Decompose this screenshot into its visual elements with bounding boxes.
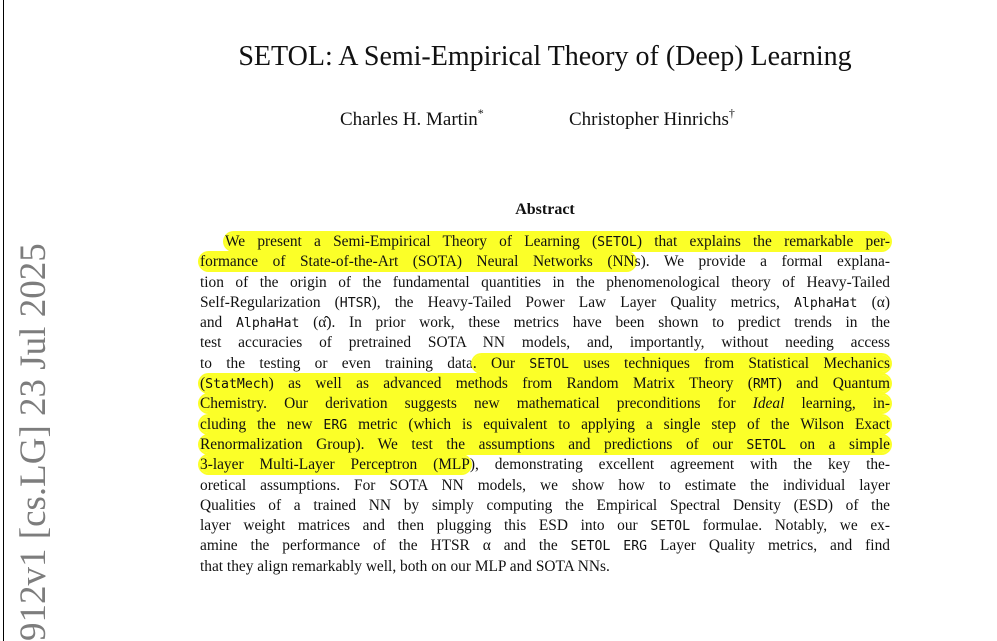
- abstract-line: [200, 232, 890, 252]
- author-name: Charles H. Martin: [340, 109, 478, 130]
- abstract-line: [200, 394, 890, 414]
- highlighted-text: Renormalization Group). We test the assumptions and predictions of our SETOL on a simple: [200, 435, 890, 453]
- abstract-line: 3-layer Multi-Layer Perceptron (MLP), demonstrating excellent agreement with the key the-: [200, 456, 890, 474]
- arxiv-identifier-stamp: 912v1 [cs.LG] 23 Jul 2025: [13, 243, 54, 641]
- abstract-line: layer weight matrices and then plugging this ESD into our SETOL formulae. Notably, we ex-: [200, 517, 890, 535]
- abstract-line: formance of State-of-the-Art (SOTA) Neural Networks (NNs). We provide a formal explana-: [200, 253, 890, 271]
- abstract-line: [200, 374, 890, 394]
- highlighted-text: 3-layer Multi-Layer Perceptron (MLP: [200, 456, 470, 474]
- highlighted-text: formance of State-of-the-Art (SOTA) Neural Networks (NN: [200, 253, 635, 271]
- abstract-line: Qualities of a trained NN by simply computing the Empirical Spectral Density (ESD) of the: [200, 496, 890, 514]
- abstract-line: to the testing or even training data. Our SETOL uses techniques from Statistical Mechanics: [200, 354, 890, 372]
- abstract-line: and AlphaHat (α̂). In prior work, these metrics have been shown to predict trends in the: [200, 314, 890, 332]
- abstract-line: that they align remarkably well, both on our MLP and SOTA NNs.: [200, 557, 610, 575]
- abstract-line: oretical assumptions. For SOTA NN models, we show how to estimate the individual layer: [200, 476, 890, 494]
- page-left-border: [3, 0, 4, 641]
- author-martin: [340, 108, 484, 132]
- author-name: Christopher Hinrichs: [569, 109, 729, 130]
- abstract-line: [200, 415, 890, 435]
- abstract-line: Self-Regularization (HTSR), the Heavy-Tailed Power Law Layer Quality metrics, AlphaHat (α): [200, 293, 890, 311]
- highlighted-text: (StatMech) as well as advanced methods from Random Matrix Theory (RMT) and Quantum: [200, 375, 890, 393]
- abstract-line: test accuracies of pretrained SOTA NN models, and, importantly, without needing access: [200, 334, 890, 352]
- author-hinrichs: [569, 108, 735, 132]
- author-footnote-mark: †: [728, 106, 735, 120]
- abstract-line: [200, 435, 890, 455]
- abstract-line: amine the performance of the HTSR α and the SETOL ERG Layer Quality metrics, and find: [200, 537, 890, 555]
- author-footnote-mark: *: [477, 106, 484, 120]
- highlighted-text: We present a Semi-Empirical Theory of Learning (SETOL) that explains the remarkable per-: [225, 233, 890, 250]
- paper-title: SETOL: A Semi-Empirical Theory of (Deep) Learning: [238, 41, 852, 72]
- abstract-body: [200, 232, 890, 577]
- abstract-line: tion of the origin of the fundamental quantities in the phenomenological theory of Heavy-Tailed: [200, 273, 890, 291]
- highlighted-text: cluding the new ERG metric (which is equivalent to applying a single step of the Wilson Exact: [200, 415, 891, 433]
- highlighted-text: . Our SETOL uses techniques from Statistical Mechanics: [472, 354, 890, 372]
- abstract-heading: Abstract: [515, 201, 575, 218]
- highlighted-text: Chemistry. Our derivation suggests new mathematical preconditions for Ideal learning, in-: [200, 395, 890, 413]
